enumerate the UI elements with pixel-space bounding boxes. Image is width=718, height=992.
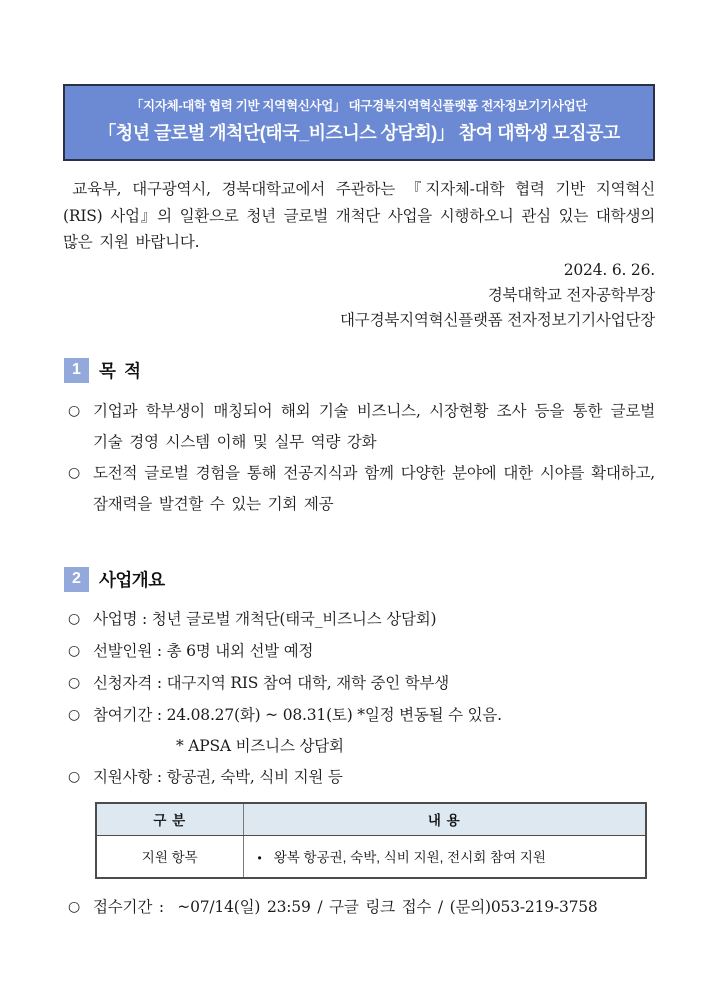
dot-bullet-icon: • bbox=[257, 851, 262, 866]
signature-line-2: 대구경북지역혁신플랫폼 전자정보기기사업단장 bbox=[340, 310, 655, 329]
overview-note: * APSA 비즈니스 상담회 bbox=[176, 736, 344, 755]
list-item bbox=[63, 396, 655, 458]
table-header-row bbox=[96, 803, 646, 836]
section-overview-heading bbox=[64, 567, 655, 592]
notice-date: 2024. 6. 26. bbox=[563, 260, 655, 279]
reception-period-line bbox=[63, 892, 655, 922]
table-cell-category: 지원 항목 bbox=[96, 836, 243, 878]
table-row bbox=[96, 836, 646, 878]
section-title: 사업개요 bbox=[99, 569, 165, 590]
list-item bbox=[63, 667, 655, 699]
bullet-text: 기업과 학부생이 매칭되어 해외 기술 비즈니스, 시장현황 조사 등을 통한 글로벌 기술 경영 시스템 이해 및 실무 역량 강화 bbox=[93, 401, 655, 451]
column-header-category: 구 분 bbox=[96, 803, 243, 836]
overview-item-text: 사업명 : 청년 글로벌 개척단(태국_비즈니스 상담회) bbox=[93, 609, 437, 628]
overview-item-text: 지원사항 : 항공권, 숙박, 식비 지원 등 bbox=[93, 767, 343, 786]
circle-bullet-icon: ○ bbox=[68, 706, 81, 723]
list-item bbox=[63, 458, 655, 520]
support-table bbox=[95, 802, 647, 879]
support-table-header bbox=[96, 803, 646, 836]
circle-bullet-icon: ○ bbox=[68, 610, 81, 627]
notice-title: 「청년 글로벌 개척단(태국_비즈니스 상담회)」 참여 대학생 모집공고 bbox=[98, 123, 620, 143]
circle-bullet-icon: ○ bbox=[68, 402, 81, 419]
list-item bbox=[63, 635, 655, 667]
column-header-content: 내 용 bbox=[243, 803, 646, 836]
date-signature-block bbox=[63, 258, 655, 333]
bullet-text: 도전적 글로벌 경험을 통해 전공지식과 함께 다양한 분야에 대한 시야를 확대하고, 잠재력을 발견할 수 있는 기회 제공 bbox=[93, 463, 655, 513]
list-item bbox=[63, 761, 655, 793]
list-item bbox=[63, 603, 655, 635]
overview-item-text: 참여기간 : 24.08.27(화) ~ 08.31(토) *일정 변동될 수 있음. bbox=[93, 705, 502, 724]
section-number-badge: 2 bbox=[64, 567, 89, 592]
overview-item-text: 선발인원 : 총 6명 내외 선발 예정 bbox=[93, 641, 314, 660]
notice-title-banner bbox=[63, 84, 655, 161]
section-purpose-heading bbox=[64, 358, 655, 383]
purpose-bullet-list bbox=[63, 396, 655, 520]
reception-period-text: 접수기간 : ~07/14(일) 23:59 / 구글 링크 접수 / (문의)053-219-3758 bbox=[93, 897, 598, 916]
overview-item-text: 신청자격 : 대구지역 RIS 참여 대학, 재학 중인 학부생 bbox=[93, 673, 450, 692]
section-number-badge: 1 bbox=[64, 358, 89, 383]
circle-bullet-icon: ○ bbox=[68, 898, 81, 915]
intro-paragraph: 교육부, 대구광역시, 경북대학교에서 주관하는 『지자체-대학 협력 기반 지역혁신(RIS) 사업』의 일환으로 청년 글로벌 개척단 사업을 시행하오니 관심 있는 대학생의 많은 지원 바랍니다. bbox=[63, 180, 655, 251]
table-cell-content bbox=[243, 836, 646, 878]
table-cell-text: 왕복 항공권, 숙박, 식비 지원, 전시회 참여 지원 bbox=[273, 850, 546, 866]
circle-bullet-icon: ○ bbox=[68, 674, 81, 691]
overview-list bbox=[63, 603, 655, 793]
section-title: 목 적 bbox=[99, 360, 141, 381]
list-item bbox=[63, 892, 655, 922]
list-item bbox=[63, 699, 655, 731]
circle-bullet-icon: ○ bbox=[68, 642, 81, 659]
circle-bullet-icon: ○ bbox=[68, 768, 81, 785]
notice-subtitle: 「지자체-대학 협력 기반 지역혁신사업」 대구경북지역혁신플랫폼 전자정보기기사업단 bbox=[130, 99, 588, 113]
circle-bullet-icon: ○ bbox=[68, 464, 81, 481]
signature-line-1: 경북대학교 전자공학부장 bbox=[487, 285, 655, 304]
